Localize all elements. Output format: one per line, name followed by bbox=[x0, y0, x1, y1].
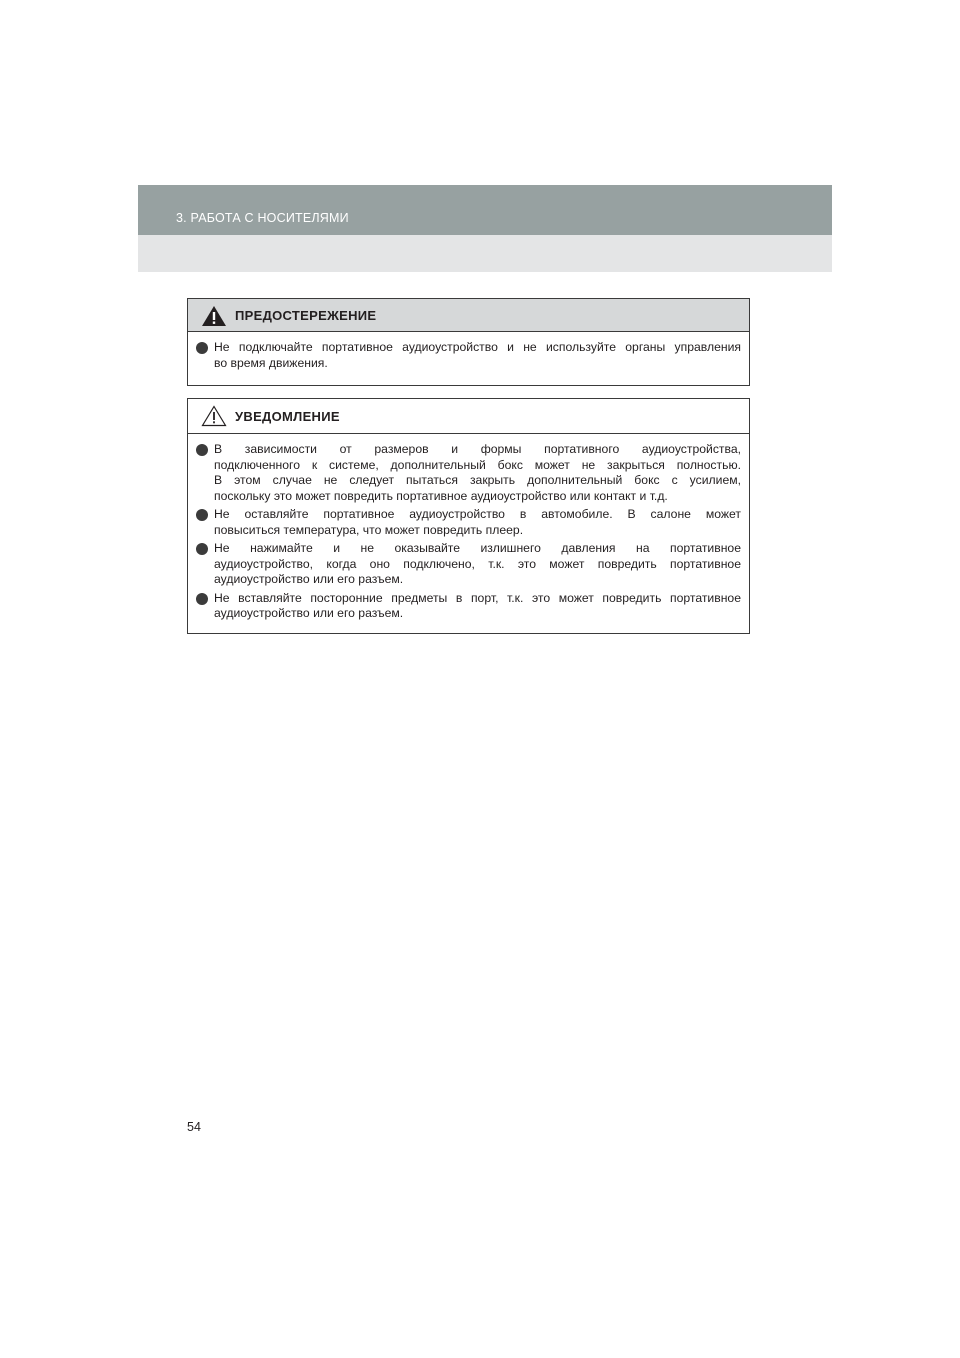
caution-list bbox=[188, 332, 749, 371]
text-line: поскольку это может повредить портативное аудиоустройство или контакт и т.д. bbox=[214, 488, 668, 503]
text-line: подключенного к системе, дополнительный бокс может не закрыться полностью. bbox=[214, 457, 741, 472]
text-line: Не вставляйте посторонние предметы в порт, т.к. это может повредить портативное bbox=[214, 590, 741, 605]
page-number: 54 bbox=[187, 1120, 201, 1134]
caution-title: ПРЕДОСТЕРЕЖЕНИЕ bbox=[235, 308, 377, 323]
list-item bbox=[196, 340, 741, 371]
text-line: повыситься температура, что может повредить плеер. bbox=[214, 522, 524, 537]
text-line: Не оставляйте портативное аудиоустройство в автомобиле. В салоне может bbox=[214, 507, 741, 521]
bullet-icon bbox=[196, 509, 208, 521]
text-line: во время движения. bbox=[214, 355, 328, 370]
bullet-icon bbox=[196, 342, 208, 354]
caution-header bbox=[188, 299, 749, 332]
text-line: В этом случае не следует пытаться закрыть дополнительный бокс с усилием, bbox=[214, 473, 741, 487]
section-title: 3. РАБОТА С НОСИТЕЛЯМИ bbox=[176, 211, 349, 225]
bullet-icon bbox=[196, 444, 208, 456]
warning-filled-icon bbox=[201, 305, 227, 327]
notice-header bbox=[188, 399, 749, 434]
text-line: аудиоустройство, когда оно подключено, т.к. это может повредить портативное bbox=[214, 556, 741, 571]
text-line: В зависимости от размеров и формы портативного аудиоустройства, bbox=[214, 442, 741, 456]
section-header bbox=[138, 185, 832, 235]
bullet-icon bbox=[196, 593, 208, 605]
notice-title: УВЕДОМЛЕНИЕ bbox=[235, 409, 340, 424]
caution-box bbox=[187, 298, 750, 386]
section-header-subband bbox=[138, 235, 832, 272]
text-line: Не подключайте портативное аудиоустройство и не используйте органы управления bbox=[214, 340, 741, 354]
notice-list bbox=[188, 434, 749, 622]
text-line: аудиоустройство или его разъем. bbox=[214, 606, 404, 620]
list-item bbox=[196, 507, 741, 538]
list-item bbox=[196, 442, 741, 504]
bullet-icon bbox=[196, 543, 208, 555]
text-line: аудиоустройство или его разъем. bbox=[214, 572, 404, 586]
text-line: Не нажимайте и не оказывайте излишнего давления на портативное bbox=[214, 541, 741, 555]
list-item bbox=[196, 591, 741, 622]
list-item bbox=[196, 541, 741, 588]
notice-box bbox=[187, 398, 750, 634]
warning-outline-icon bbox=[201, 405, 227, 427]
